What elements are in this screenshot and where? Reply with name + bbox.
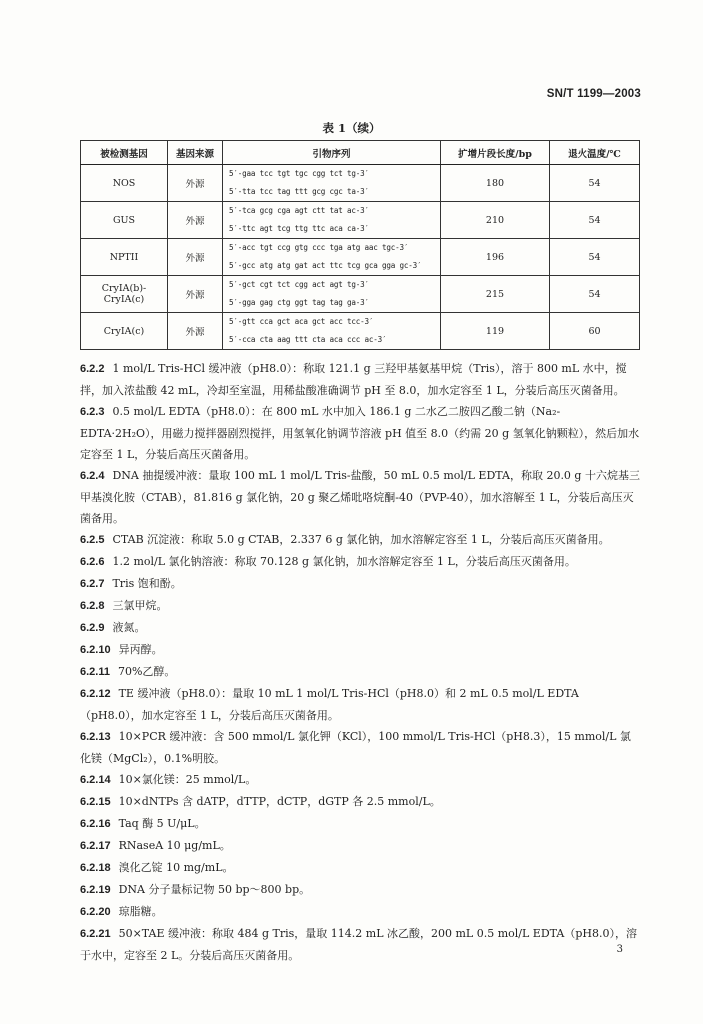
item-number: 6.2.17 <box>80 840 111 852</box>
list-item <box>80 857 640 879</box>
column-header: 扩增片段长度/bp <box>441 141 550 165</box>
list-item <box>80 813 640 835</box>
item-number: 6.2.21 <box>80 928 111 940</box>
table-row <box>81 276 640 313</box>
list-item <box>80 879 640 901</box>
list-item <box>80 529 640 551</box>
primer-reverse: 5′-cca cta aag ttt cta aca ccc ac-3′ <box>229 335 387 344</box>
item-number: 6.2.19 <box>80 884 111 896</box>
item-number: 6.2.10 <box>80 644 111 656</box>
item-text: 琼脂糖。 <box>118 905 163 918</box>
list-item <box>80 551 640 573</box>
table-row <box>81 202 640 239</box>
item-text: RNaseA 10 μg/mL。 <box>118 839 231 852</box>
list-item <box>80 769 640 791</box>
table-row <box>81 165 640 202</box>
item-number: 6.2.2 <box>80 363 105 375</box>
table-row <box>81 239 640 276</box>
gene-cell: NOS <box>81 165 168 202</box>
source-cell: 外源 <box>168 313 223 350</box>
source-cell: 外源 <box>168 165 223 202</box>
list-item <box>80 617 640 639</box>
gene-cell: NPTII <box>81 239 168 276</box>
item-text: 0.5 mol/L EDTA（pH8.0）：在 800 mL 水中加入 186.1 g 二水乙二胺四乙酸二钠（Na₂-EDTA·2H₂O），用磁力搅拌器剧烈搅拌，用氢氧化钠调节溶液 pH 值至 8.0（约需 20 g 氢氧化钠颗粒），然后加水定容至 1 L，分装后高压灭菌备用。 <box>80 405 640 461</box>
table-title: 表 1（续） <box>322 121 381 135</box>
length-cell: 215 <box>441 276 550 313</box>
item-text: 溴化乙锭 10 mg/mL。 <box>118 861 234 874</box>
list-item <box>80 791 640 813</box>
primer-forward: 5′-tca gcg cga agt ctt tat ac-3′ <box>229 206 369 215</box>
primer-cell <box>223 239 441 276</box>
item-number: 6.2.4 <box>80 470 105 482</box>
item-number: 6.2.15 <box>80 796 111 808</box>
column-header: 退火温度/℃ <box>550 141 640 165</box>
primer-cell <box>223 276 441 313</box>
column-header: 基因来源 <box>168 141 223 165</box>
primer-forward: 5′-gtt cca gct aca gct acc tcc-3′ <box>229 317 374 326</box>
primer-reverse: 5′-gcc atg atg gat act ttc tcg gca gga gc-3′ <box>229 261 422 270</box>
list-item <box>80 595 640 617</box>
item-number: 6.2.12 <box>80 688 111 700</box>
temp-cell: 60 <box>550 313 640 350</box>
item-number: 6.2.11 <box>80 666 110 678</box>
item-text: 异丙醇。 <box>118 643 163 656</box>
source-cell: 外源 <box>168 276 223 313</box>
item-text: Tris 饱和酚。 <box>112 577 182 590</box>
item-text: 10×氯化镁：25 mmol/L。 <box>118 773 257 786</box>
list-item <box>80 923 640 966</box>
list-item <box>80 639 640 661</box>
item-text: 10×dNTPs 含 dATP，dTTP，dCTP，dGTP 各 2.5 mmol/L。 <box>118 795 441 808</box>
list-item <box>80 835 640 857</box>
gene-cell: CryIA(c) <box>81 313 168 350</box>
temp-cell: 54 <box>550 202 640 239</box>
item-text: 50×TAE 缓冲液：称取 484 g Tris，量取 114.2 mL 冰乙酸，200 mL 0.5 mol/L EDTA（pH8.0），溶于水中，定容至 2 L。分装后高压灭菌备用。 <box>80 927 637 962</box>
primer-reverse: 5′-gga gag ctg ggt tag tag ga-3′ <box>229 298 369 307</box>
gene-cell: GUS <box>81 202 168 239</box>
column-header: 被检测基因 <box>81 141 168 165</box>
item-number: 6.2.18 <box>80 862 111 874</box>
item-number: 6.2.6 <box>80 556 105 568</box>
list-item <box>80 573 640 595</box>
table-row <box>81 313 640 350</box>
item-text: 10×PCR 缓冲液：含 500 mmol/L 氯化钾（KCl），100 mmol/L Tris-HCl（pH8.3），15 mmol/L 氯化镁（MgCl₂），0.1%明胶。 <box>80 730 631 765</box>
primer-reverse: 5′-ttc agt tcg ttg ttc aca ca-3′ <box>229 224 369 233</box>
list-item <box>80 661 640 683</box>
source-cell: 外源 <box>168 202 223 239</box>
item-number: 6.2.9 <box>80 622 105 634</box>
item-number: 6.2.13 <box>80 731 111 743</box>
list-item <box>80 683 640 726</box>
primer-cell <box>223 165 441 202</box>
length-cell: 196 <box>441 239 550 276</box>
temp-cell: 54 <box>550 276 640 313</box>
temp-cell: 54 <box>550 165 640 202</box>
item-text: DNA 分子量标记物 50 bp～800 bp。 <box>118 883 311 896</box>
list-item <box>80 726 640 769</box>
item-text: Taq 酶 5 U/μL。 <box>118 817 206 830</box>
item-number: 6.2.14 <box>80 774 111 786</box>
table-header-row <box>81 141 640 165</box>
list-item <box>80 465 640 529</box>
source-cell: 外源 <box>168 239 223 276</box>
item-text: 三氯甲烷。 <box>112 599 168 612</box>
temp-cell: 54 <box>550 239 640 276</box>
primer-cell <box>223 202 441 239</box>
page-number: 3 <box>616 944 623 955</box>
length-cell: 210 <box>441 202 550 239</box>
gene-cell: CryIA(b)-CryIA(c) <box>81 276 168 313</box>
primer-forward: 5′-gaa tcc tgt tgc cgg tct tg-3′ <box>229 169 369 178</box>
primer-reverse: 5′-tta tcc tag ttt gcg cgc ta-3′ <box>229 187 369 196</box>
item-text: 70%乙醇。 <box>117 665 176 678</box>
item-number: 6.2.7 <box>80 578 105 590</box>
item-text: DNA 抽提缓冲液：量取 100 mL 1 mol/L Tris-盐酸，50 mL 0.5 mol/L EDTA，称取 20.0 g 十六烷基三甲基溴化胺（CTAB），81.816 g 氯化钠，20 g 聚乙烯吡咯烷酮-40（PVP-40），加水溶解至 1 L，分装后高压灭菌备用。 <box>80 469 640 525</box>
item-text: 1 mol/L Tris-HCl 缓冲液（pH8.0）：称取 121.1 g 三羟甲基氨基甲烷（Tris），溶于 800 mL 水中，搅拌，加入浓盐酸 42 mL，冷却至室温，用稀盐酸准确调节 pH 至 8.0，加水定容至 1 L，分装后高压灭菌备用。 <box>80 362 627 397</box>
item-number: 6.2.8 <box>80 600 105 612</box>
primer-forward: 5′-acc tgt ccg gtg ccc tga atg aac tgc-3′ <box>229 243 409 252</box>
length-cell: 119 <box>441 313 550 350</box>
item-number: 6.2.5 <box>80 534 105 546</box>
primer-cell <box>223 313 441 350</box>
list-item <box>80 901 640 923</box>
primer-table <box>80 140 640 350</box>
length-cell: 180 <box>441 165 550 202</box>
reagent-list <box>80 358 640 966</box>
primer-forward: 5′-gct cgt tct cgg act agt tg-3′ <box>229 280 369 289</box>
item-text: CTAB 沉淀液：称取 5.0 g CTAB，2.337 6 g 氯化钠，加水溶解定容至 1 L，分装后高压灭菌备用。 <box>112 533 610 546</box>
item-number: 6.2.16 <box>80 818 111 830</box>
list-item <box>80 358 640 401</box>
item-number: 6.2.3 <box>80 406 105 418</box>
item-text: 1.2 mol/L 氯化钠溶液：称取 70.128 g 氯化钠，加水溶解定容至 1 L，分装后高压灭菌备用。 <box>112 555 576 568</box>
standard-code: SN/T 1199—2003 <box>546 88 641 100</box>
item-text: TE 缓冲液（pH8.0）：量取 10 mL 1 mol/L Tris-HCl（pH8.0）和 2 mL 0.5 mol/L EDTA（pH8.0），加水定容至 1 L，分装后高压灭菌备用。 <box>80 687 579 722</box>
item-text: 液氮。 <box>112 621 146 634</box>
column-header: 引物序列 <box>223 141 441 165</box>
item-number: 6.2.20 <box>80 906 111 918</box>
list-item <box>80 401 640 465</box>
